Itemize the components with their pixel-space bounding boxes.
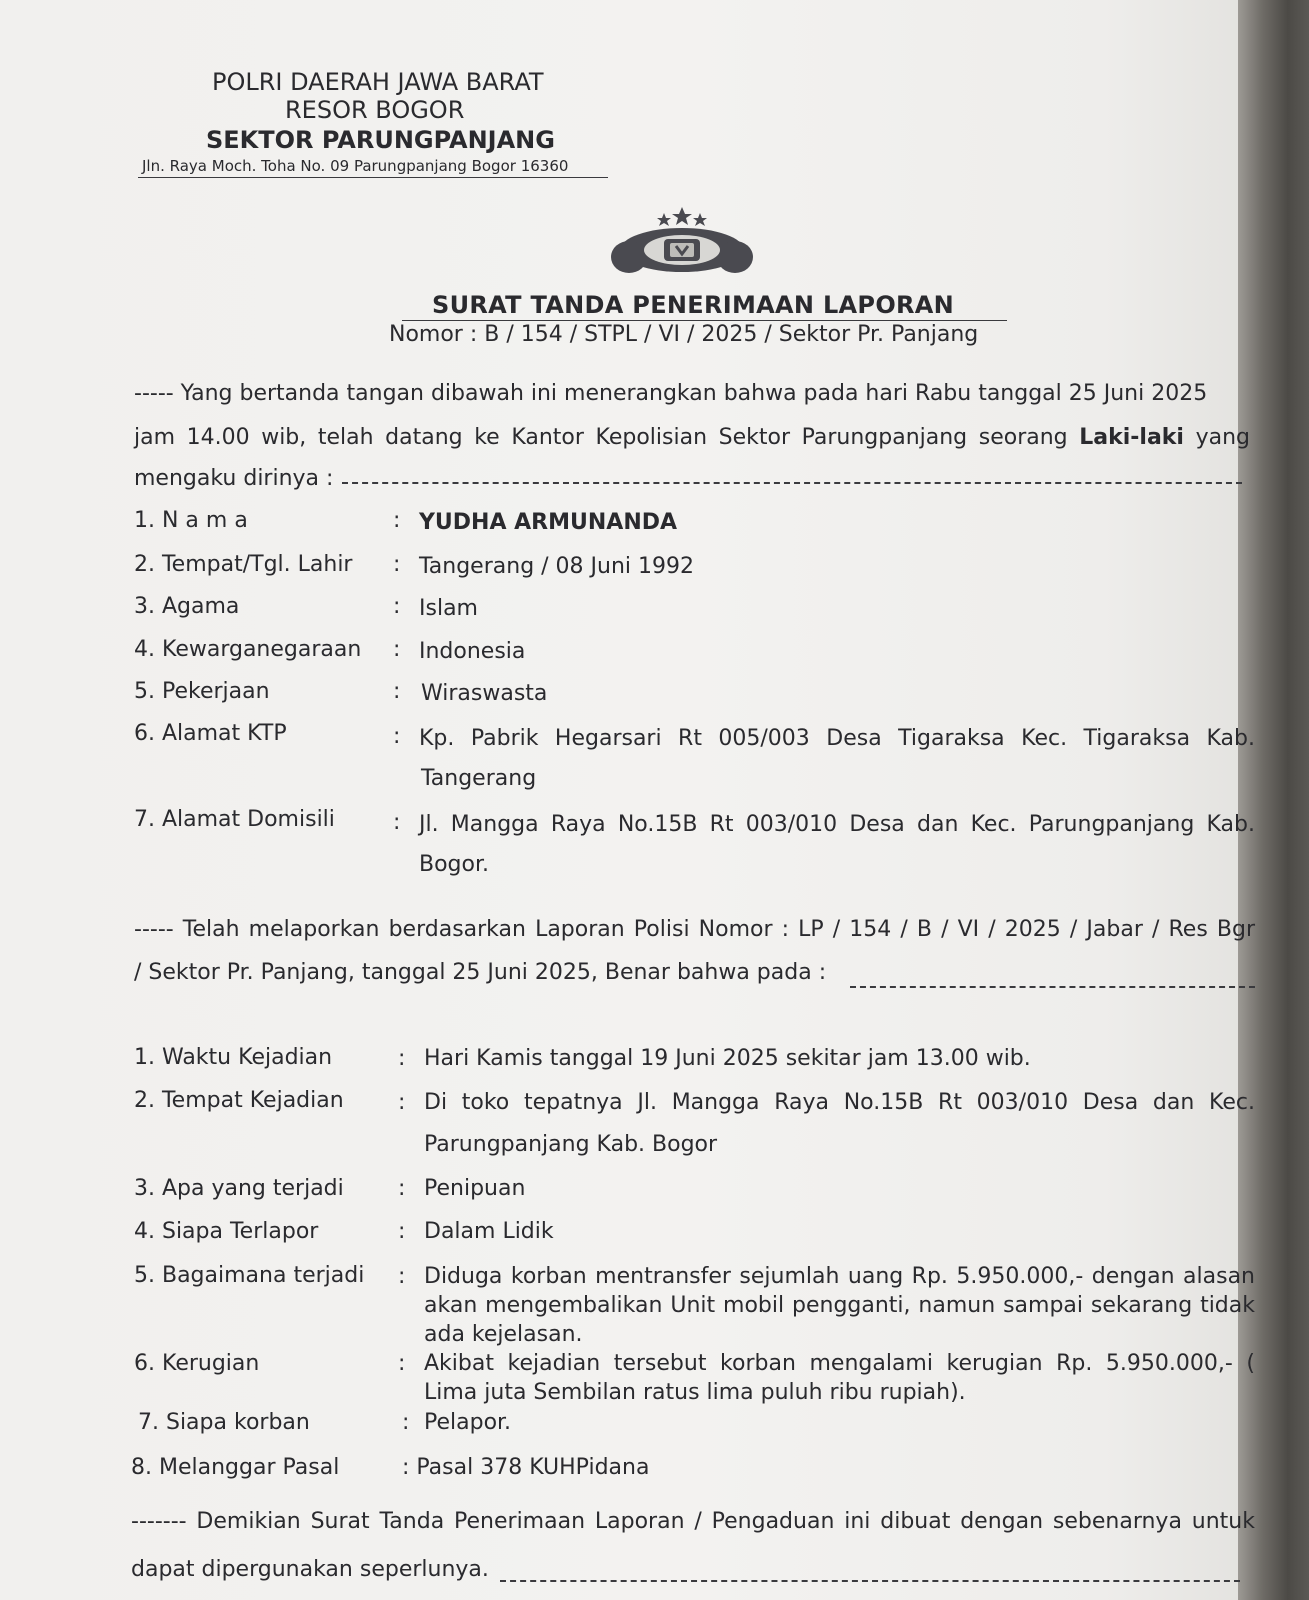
incident-colon: :: [398, 1176, 406, 1201]
identity-label-occupation: 5. Pekerjaan: [134, 679, 270, 704]
identity-colon: :: [393, 552, 401, 577]
incident-colon: :: [398, 1219, 406, 1244]
incident-label-what: 3. Apa yang terjadi: [134, 1176, 344, 1201]
incident-value-victim: Pelapor.: [424, 1410, 512, 1435]
incident-value-time: Hari Kamis tanggal 19 Juni 2025 sekitar jam 13.00 wib.: [424, 1046, 1031, 1071]
title-underline: [402, 320, 1007, 321]
incident-colon: :: [402, 1410, 410, 1435]
identity-label-nationality: 4. Kewarganegaraan: [134, 637, 362, 662]
identity-value-nationality: Indonesia: [419, 639, 526, 664]
incident-label-loss: 6. Kerugian: [134, 1351, 260, 1376]
header-address: Jln. Raya Moch. Toha No. 09 Parungpanjang Bogor 16360: [142, 157, 569, 175]
identity-value-occupation: Wiraswasta: [421, 681, 548, 706]
incident-label-how: 5. Bagaimana terjadi: [134, 1263, 365, 1288]
intro-line-3: mengaku dirinya :: [134, 466, 334, 491]
identity-colon: :: [393, 508, 401, 533]
identity-colon: :: [393, 594, 401, 619]
intro-line-2-start: jam 14.00 wib, telah datang ke Kantor Kepolisian Sektor Parungpanjang seorang: [134, 425, 1068, 450]
incident-value-what: Penipuan: [424, 1176, 526, 1201]
incident-label-article: 8. Melanggar Pasal: [131, 1455, 340, 1480]
document-title: SURAT TANDA PENERIMAAN LAPORAN: [432, 291, 955, 319]
intro-dash-fill: [342, 482, 1242, 484]
header-underline: [138, 177, 608, 178]
header-line-1: POLRI DAERAH JAWA BARAT: [212, 68, 544, 96]
incident-value-how-cont-2: ada kejelasan.: [424, 1322, 583, 1347]
incident-value-article: : Pasal 378 KUHPidana: [402, 1455, 650, 1480]
incident-value-loss-cont: Lima juta Sembilan ratus lima puluh ribu rupiah).: [424, 1380, 966, 1405]
intro-gender: Laki-laki: [1079, 425, 1184, 450]
closing-line-1: ------- Demikian Surat Tanda Penerimaan Laporan / Pengaduan ini dibuat dengan sebenarnya untuk: [131, 1509, 1255, 1534]
intro-line-2: [134, 425, 1250, 450]
report-line-1: ----- Telah melaporkan berdasarkan Laporan Polisi Nomor : LP / 154 / B / VI / 2025 / Jabar / Res Bgr: [134, 917, 1255, 942]
intro-line-2-end: yang: [1195, 425, 1251, 450]
incident-label-reported: 4. Siapa Terlapor: [134, 1219, 319, 1244]
identity-label-birth: 2. Tempat/Tgl. Lahir: [134, 552, 353, 577]
incident-value-how: Diduga korban mentransfer sejumlah uang Rp. 5.950.000,- dengan alasan: [424, 1264, 1255, 1289]
incident-value-place-cont: Parungpanjang Kab. Bogor: [424, 1132, 718, 1157]
incident-label-victim: 7. Siapa korban: [138, 1410, 310, 1435]
header-line-2: RESOR BOGOR: [285, 96, 465, 124]
identity-label-name: 1. N a m a: [134, 508, 248, 533]
identity-label-ktp-address: 6. Alamat KTP: [134, 721, 287, 746]
closing-dash-fill: [500, 1580, 1240, 1582]
identity-colon: :: [393, 810, 401, 835]
identity-colon: :: [393, 637, 401, 662]
incident-label-place: 2. Tempat Kejadian: [134, 1088, 344, 1113]
identity-label-religion: 3. Agama: [134, 594, 240, 619]
identity-label-domicile: 7. Alamat Domisili: [134, 807, 335, 832]
incident-colon: :: [398, 1090, 406, 1115]
incident-label-time: 1. Waktu Kejadian: [134, 1045, 333, 1070]
incident-value-reported: Dalam Lidik: [424, 1219, 554, 1244]
incident-colon: :: [398, 1264, 406, 1289]
report-dash-fill: [850, 986, 1255, 988]
incident-value-how-cont: akan mengembalikan Unit mobil pengganti, namun sampai sekarang tidak: [424, 1293, 1255, 1318]
identity-colon: :: [393, 724, 401, 749]
identity-colon: :: [393, 679, 401, 704]
identity-value-domicile: Jl. Mangga Raya No.15B Rt 003/010 Desa dan Kec. Parungpanjang Kab.: [419, 812, 1255, 837]
identity-value-religion: Islam: [419, 596, 478, 621]
incident-colon: :: [398, 1046, 406, 1071]
document-number: Nomor : B / 154 / STPL / VI / 2025 / Sektor Pr. Panjang: [389, 322, 979, 347]
intro-line-1: ----- Yang bertanda tangan dibawah ini menerangkan bahwa pada hari Rabu tanggal 25 Juni 2025: [134, 381, 1208, 406]
header-line-3: SEKTOR PARUNGPANJANG: [206, 126, 555, 154]
incident-colon: :: [398, 1351, 406, 1376]
identity-value-birth: Tangerang / 08 Juni 1992: [419, 554, 695, 579]
identity-value-name: YUDHA ARMUNANDA: [419, 510, 678, 535]
incident-value-loss: Akibat kejadian tersebut korban mengalami kerugian Rp. 5.950.000,- (: [424, 1351, 1255, 1376]
report-line-2: / Sektor Pr. Panjang, tanggal 25 Juni 2025, Benar bahwa pada :: [134, 960, 827, 985]
identity-value-ktp-address-cont: Tangerang: [421, 766, 537, 791]
police-emblem-icon: [604, 205, 760, 285]
incident-value-place: Di toko tepatnya Jl. Mangga Raya No.15B Rt 003/010 Desa dan Kec.: [424, 1090, 1255, 1115]
closing-line-2: dapat dipergunakan seperlunya.: [131, 1557, 489, 1582]
identity-value-domicile-cont: Bogor.: [419, 852, 489, 877]
identity-value-ktp-address: Kp. Pabrik Hegarsari Rt 005/003 Desa Tigaraksa Kec. Tigaraksa Kab.: [419, 726, 1255, 751]
